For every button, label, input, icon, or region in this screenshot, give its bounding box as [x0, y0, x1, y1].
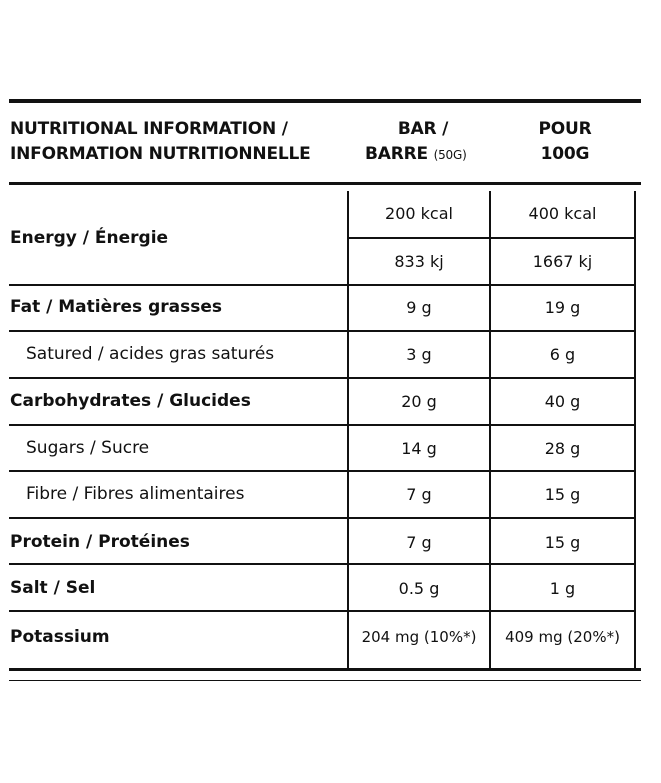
value-col-border-right	[634, 191, 636, 669]
header-col3-line1: POUR	[538, 119, 592, 139]
protein-label: Protein / Protéines	[10, 532, 190, 552]
row-rule-fibre	[9, 517, 636, 519]
fat-label: Fat / Matières grasses	[10, 297, 222, 317]
header-col2-barre: BARRE	[365, 144, 428, 164]
energy-split-rule	[347, 237, 636, 239]
row-rule-saturated	[9, 377, 636, 379]
sugars-label: Sugars / Sucre	[26, 438, 150, 458]
potassium-100: 409 mg (20%*)	[505, 628, 620, 646]
salt-label: Salt / Sel	[10, 578, 96, 598]
top-rule	[9, 99, 641, 103]
energy-kcal-100: 400 kcal	[528, 204, 597, 223]
fat-100: 19 g	[544, 298, 581, 317]
energy-kcal-bar: 200 kcal	[385, 204, 453, 223]
header-col2-line1: BAR /	[397, 119, 449, 139]
bottom-rule-2	[9, 680, 641, 681]
carbs-bar: 20 g	[401, 392, 437, 411]
energy-kj-100: 1667 kj	[532, 252, 593, 271]
protein-bar: 7 g	[406, 533, 432, 552]
carbs-label: Carbohydrates / Glucides	[10, 391, 251, 411]
row-rule-fat	[9, 330, 636, 332]
row-rule-protein	[9, 563, 636, 565]
header-rule	[9, 182, 641, 185]
header-col2-weight: (50G)	[433, 148, 467, 162]
fibre-bar: 7 g	[406, 485, 432, 504]
fat-bar: 9 g	[406, 298, 432, 317]
header-col2-line2	[365, 146, 467, 163]
header-col1-line1: NUTRITIONAL INFORMATION /	[10, 119, 288, 139]
energy-label: Energy / Énergie	[10, 228, 169, 248]
bottom-rule-1	[9, 668, 641, 671]
potassium-label: Potassium	[10, 627, 110, 647]
header-col3-line2: 100G	[540, 144, 590, 164]
row-rule-energy	[9, 284, 636, 286]
header-col1-line2: INFORMATION NUTRITIONNELLE	[10, 144, 311, 164]
fibre-100: 15 g	[544, 485, 581, 504]
potassium-bar: 204 mg (10%*)	[361, 628, 477, 646]
protein-100: 15 g	[544, 533, 581, 552]
carbs-100: 40 g	[544, 392, 581, 411]
saturated-label: Satured / acides gras saturés	[26, 344, 275, 364]
salt-100: 1 g	[549, 579, 576, 598]
saturated-100: 6 g	[549, 345, 576, 364]
sugars-100: 28 g	[544, 439, 581, 458]
saturated-bar: 3 g	[406, 345, 432, 364]
energy-kj-bar: 833 kj	[394, 252, 444, 271]
row-rule-carbs	[9, 424, 636, 426]
fibre-label: Fibre / Fibres alimentaires	[26, 484, 245, 504]
row-rule-salt	[9, 610, 636, 612]
row-rule-sugars	[9, 470, 636, 472]
sugars-bar: 14 g	[401, 439, 437, 458]
salt-bar: 0.5 g	[398, 579, 440, 598]
